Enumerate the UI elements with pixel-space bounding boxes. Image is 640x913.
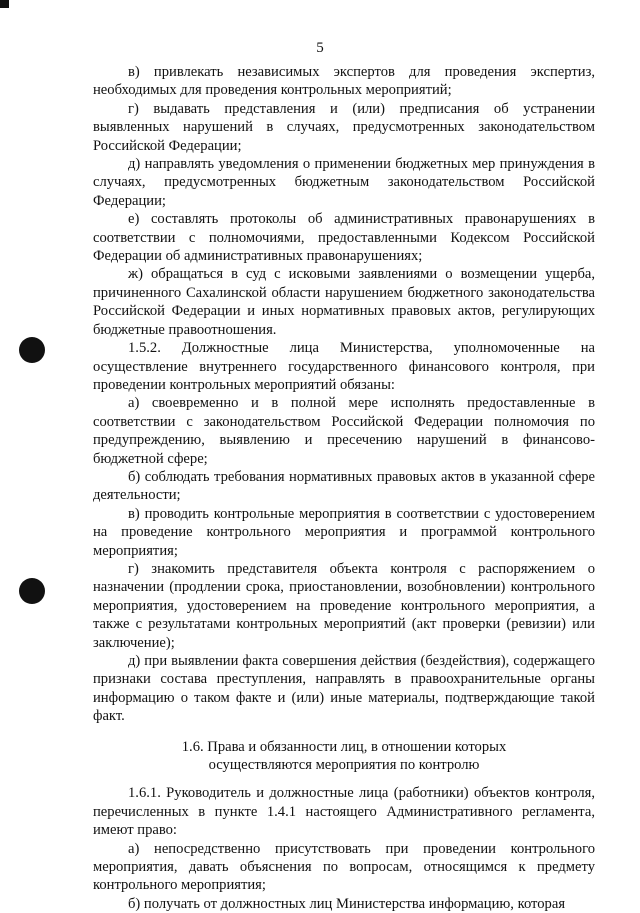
paragraph: д) при выявлении факта совершения действия (бездействия), содержащего признаки состава преступления, направлять в правоохранительные органы информацию о таком факте и (или) иные материалы, подтверждающие такой факт. xyxy=(93,653,595,725)
punch-hole xyxy=(19,578,45,604)
document-body xyxy=(93,63,595,913)
paragraph: в) проводить контрольные мероприятия в соответствии с удостоверением на проведение контрольного мероприятия и программой контрольного мероприятия; xyxy=(93,505,595,559)
section-heading-line: осуществляются мероприятия по контролю xyxy=(208,757,480,774)
paragraph: д) направлять уведомления о применении бюджетных мер принуждения в случаях, предусмотренных бюджетным законодательством Российской Федерации; xyxy=(93,156,595,209)
page-number: 5 xyxy=(316,40,324,56)
paragraph: г) выдавать представления и (или) предписания об устранении выявленных нарушений в случаях, предусмотренных законодательством Российской Федерации; xyxy=(93,100,595,154)
paragraph: б) получать от должностных лиц Министерства информацию, которая xyxy=(128,895,566,912)
paragraph: е) составлять протоколы об административных правонарушениях в соответствии с полномочиями, предоставленными Кодексом Российской Федерации об административных правонарушениях; xyxy=(93,211,595,265)
paragraph: 1.6.1. Руководитель и должностные лица (работники) объектов контроля, перечисленных в пункте 1.4.1 настоящего Административного регламента, имеют право: xyxy=(93,785,595,839)
paragraph: а) своевременно и в полной мере исполнять предоставленные в соответствии с законодательством Российской Федерации полномочия по предупреждению, выявлению и пресечению нарушений в финансово-бюджетной сфере; xyxy=(93,395,595,467)
scan-corner-mark xyxy=(0,0,9,8)
paragraph: б) соблюдать требования нормативных правовых актов в указанной сфере деятельности; xyxy=(93,468,595,504)
paragraph: в) привлекать независимых экспертов для проведения экспертиз, необходимых для проведения контрольных мероприятий; xyxy=(93,64,595,99)
paragraph: ж) обращаться в суд с исковыми заявлениями о возмещении ущерба, причиненного Сахалинской области нарушением бюджетного законодательства Российской Федерации и иных нормативных правовых актов, регулирующих бюджетные правоотношения. xyxy=(93,266,595,338)
paragraph: а) непосредственно присутствовать при проведении контрольного мероприятия, давать объяснения по вопросам, относящимся к предмету контрольного мероприятия; xyxy=(93,840,595,894)
section-heading-line: 1.6. Права и обязанности лиц, в отношении которых xyxy=(181,738,507,755)
paragraph: 1.5.2. Должностные лица Министерства, уполномоченные на осуществление внутреннего государственного финансового контроля, при проведении контрольных мероприятий обязаны: xyxy=(93,340,595,393)
section-heading xyxy=(93,738,595,775)
paragraph: г) знакомить представителя объекта контроля с распоряжением о назначении (продлении срока, приостановлении, возобновлении) контрольного мероприятия, удостоверением на проведение контрольного мероприятия, а также с результатами контрольных мероприятий (акт проверки (ревизии) или заключение); xyxy=(93,560,595,651)
punch-hole xyxy=(19,337,45,363)
